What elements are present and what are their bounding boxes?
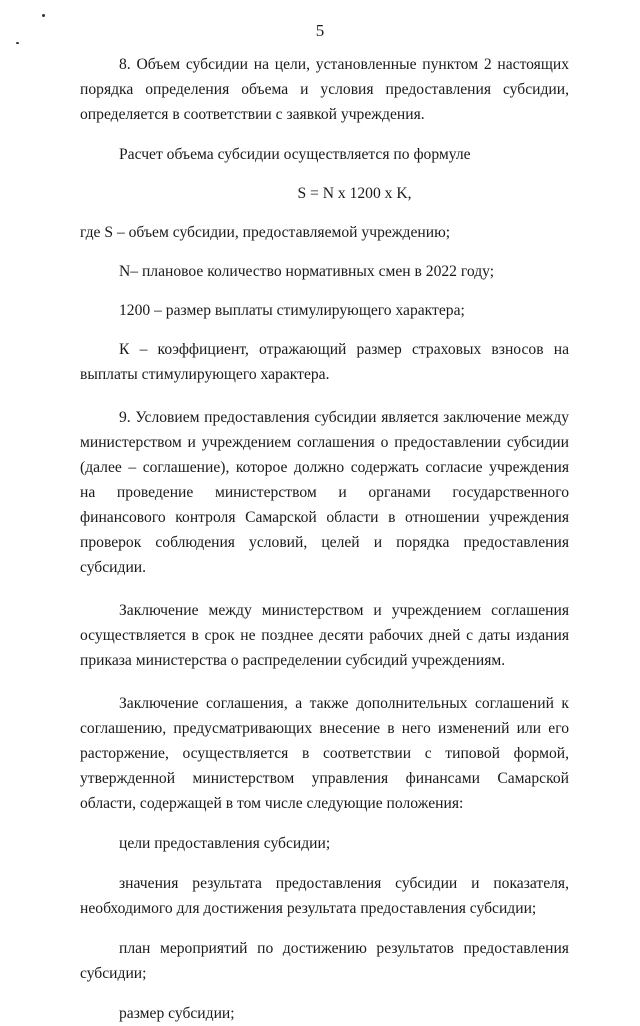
agreement-form-paragraph: Заключение соглашения, а также дополнительных соглашений к соглашению, предусматривающих внесение в него изменений или его расторжение, осуществляется в соответствии с типовой формой, утвержденной министерством управления финансами Самарской области, содержащей в том числе следующие положения: <box>80 695 569 812</box>
formula: S = N x 1200 x K, <box>297 185 412 202</box>
scan-mark-dot <box>42 14 45 17</box>
paragraph-9: 9. Условием предоставления субсидии является заключение между министерством и учреждением соглашения о предоставлении субсидии (далее – соглашение), которое должно содержать согласие учреждения на проведение министерством и органами государственного финансового контроля Самарской области в отношении учреждения проверок соблюдения условий, целей и порядка предоставления субсидии. <box>80 409 569 576</box>
definition-k: К – коэффициент, отражающий размер страховых взносов на выплаты стимулирующего характера. <box>80 341 569 383</box>
definition-n: N– плановое количество нормативных смен в 2022 году; <box>119 263 495 280</box>
scan-mark-dot <box>16 42 19 44</box>
page-number: 5 <box>315 21 325 40</box>
provision-item: план мероприятий по достижению результатов предоставления субсидии; <box>80 940 569 982</box>
document-body <box>80 44 569 1026</box>
formula-intro: Расчет объема субсидии осуществляется по формуле <box>119 146 471 163</box>
definition-1200: 1200 – размер выплаты стимулирующего характера; <box>119 302 465 319</box>
definition-s: где S – объем субсидии, предоставляемой учреждению; <box>80 224 451 241</box>
paragraph-8: 8. Объем субсидии на цели, установленные пунктом 2 настоящих порядка определения объема и условия предоставления субсидии, определяется в соответствии с заявкой учреждения. <box>80 56 569 123</box>
provision-item: размер субсидии; <box>119 1005 235 1022</box>
agreement-deadline-paragraph: Заключение между министерством и учреждением соглашения осуществляется в срок не позднее десяти рабочих дней с даты издания приказа министерства о распределении субсидий учреждениям. <box>80 602 569 669</box>
provision-item: значения результата предоставления субсидии и показателя, необходимого для достижения результата предоставления субсидии; <box>80 875 569 917</box>
provision-item: цели предоставления субсидии; <box>119 835 331 852</box>
